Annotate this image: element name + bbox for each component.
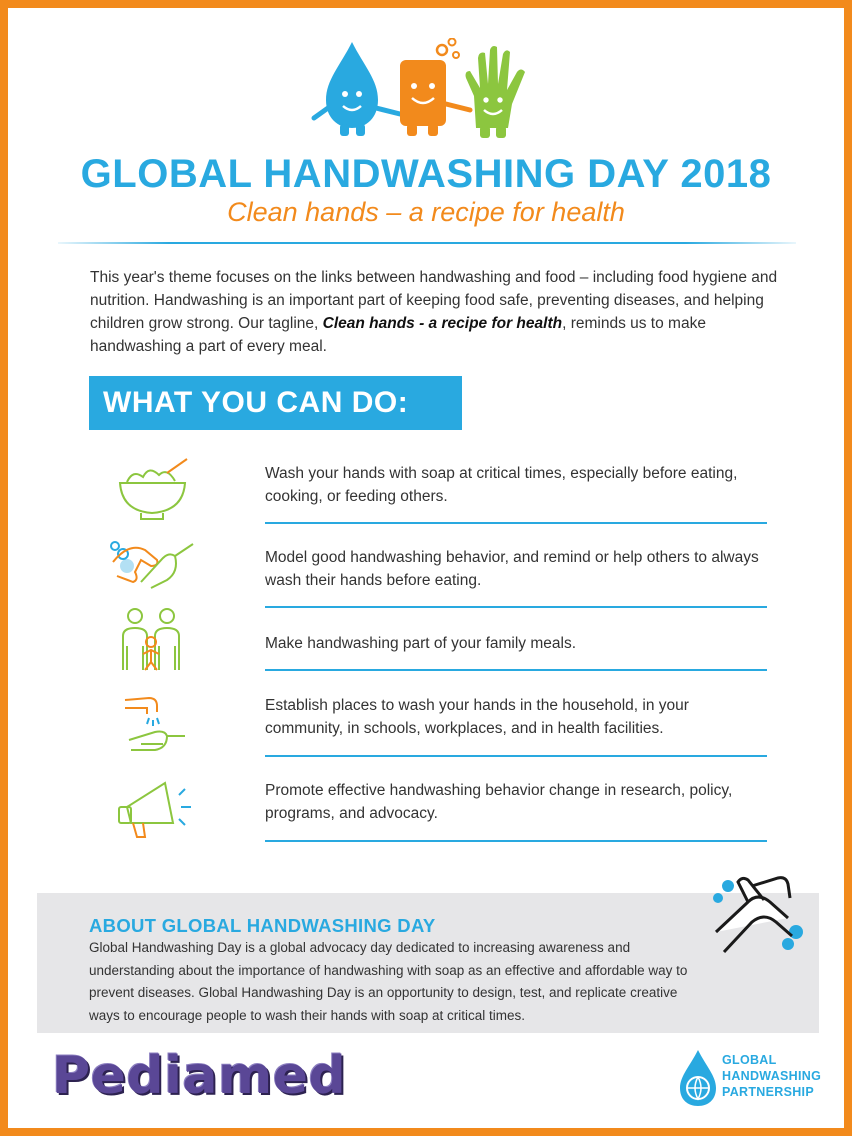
- ghp-drop-logo-icon: [674, 1048, 722, 1108]
- ghp-line-3: PARTNERSHIP: [722, 1085, 814, 1099]
- what-you-can-do-heading: WHAT YOU CAN DO:: [89, 376, 462, 430]
- action-item-3: Make handwashing part of your family meals.: [265, 635, 577, 652]
- page-tagline: Clean hands – a recipe for health: [227, 197, 625, 227]
- intro-paragraph: [90, 266, 780, 358]
- intro-tagline-emphasis: Clean hands - a recipe for health: [322, 315, 563, 332]
- soap-bar-mascot-icon: [400, 39, 470, 137]
- intro-text-start: This year's theme focuses on the links between handwashing and food – including food hygiene and nutrition. Handwashing is an important part of keeping food safe, preventing diseases, and helping children grow strong. Our tagline,: [90, 269, 778, 332]
- item-divider-1: [265, 522, 767, 524]
- food-bowl-icon: [105, 455, 200, 525]
- tap-hand-icon: [105, 690, 200, 760]
- water-drop-mascot-icon: [314, 42, 400, 136]
- action-item-1: Wash your hands with soap at critical times, especially before eating, cooking, or feeding others.: [265, 465, 738, 505]
- item-divider-3: [265, 669, 767, 671]
- mascots-illustration: [300, 38, 550, 143]
- about-text: Global Handwashing Day is a global advocacy day dedicated to increasing awareness and understanding about the importance of handwashing with soap as an effective and affordable way to prevent diseases. Global Handwashing Day is an opportunity to design, test, and replicate creative ways to encourage people to wash their hands with soap at critical times.: [89, 940, 688, 1023]
- action-item-5: Promote effective handwashing behavior change in research, policy, programs, and advocacy.: [265, 782, 733, 822]
- action-item-4: Establish places to wash your hands in the household, in your community, in schools, workplaces, and in health facilities.: [265, 697, 689, 737]
- washing-hands-icon: [708, 872, 808, 957]
- ghp-line-1: GLOBAL: [722, 1053, 777, 1067]
- intro-text-end: , reminds us to make handwashing a part of every meal.: [90, 315, 706, 355]
- item-divider-2: [265, 606, 767, 608]
- about-title: ABOUT GLOBAL HANDWASHING DAY: [89, 915, 436, 936]
- title-divider: [58, 242, 796, 244]
- megaphone-icon: [105, 775, 200, 845]
- item-divider-4: [265, 755, 767, 757]
- pediamed-watermark: Pediamed: [52, 1046, 347, 1106]
- ghp-line-2: HANDWASHING: [722, 1069, 822, 1083]
- page-title: GLOBAL HANDWASHING DAY 2018: [80, 152, 772, 196]
- helping-hands-icon: [105, 532, 200, 602]
- ghp-logo-text: [722, 1052, 821, 1100]
- item-divider-5: [265, 840, 767, 842]
- family-icon: [105, 606, 200, 676]
- action-item-2: Model good handwashing behavior, and remind or help others to always wash their hands before eating.: [265, 549, 759, 589]
- hand-mascot-icon: [466, 46, 526, 138]
